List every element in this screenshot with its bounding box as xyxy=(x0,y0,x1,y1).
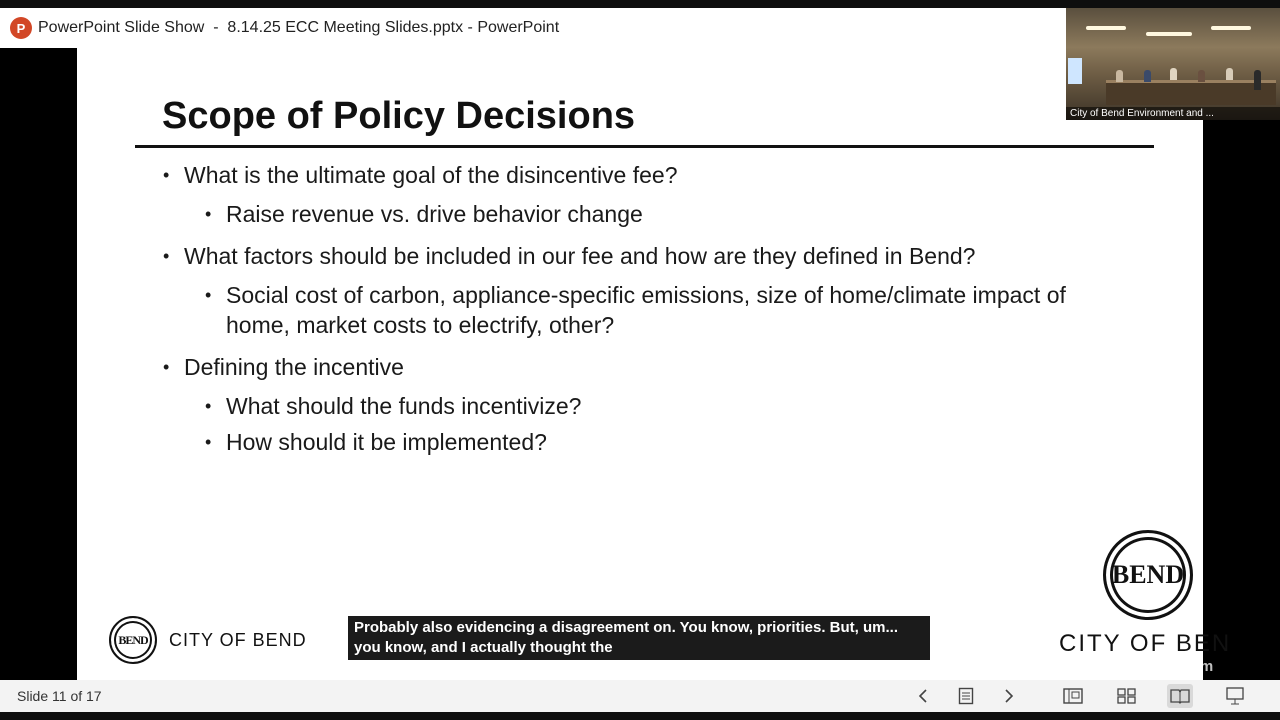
previous-icon[interactable] xyxy=(910,684,936,708)
bullet-group xyxy=(163,160,1163,229)
next-icon[interactable] xyxy=(996,684,1022,708)
reading-view-icon[interactable] xyxy=(1167,684,1193,708)
title-divider xyxy=(135,145,1154,148)
bullet-item: • What is the ultimate goal of the disincentive fee? xyxy=(163,160,1163,190)
normal-view-icon[interactable] xyxy=(1060,684,1086,708)
video-thumbnail[interactable] xyxy=(1066,8,1280,120)
person xyxy=(1170,68,1177,80)
caption-line: Probably also evidencing a disagreement on. You know, priorities. But, um... xyxy=(354,619,898,636)
room-screen xyxy=(1068,58,1082,84)
bullet-group xyxy=(163,241,1163,340)
bullet-group xyxy=(163,352,1163,457)
ceiling-light xyxy=(1211,26,1251,30)
bullet-item: • Defining the incentive xyxy=(163,352,1163,382)
status-bar xyxy=(0,680,1280,712)
window-title: PowerPoint Slide Show - 8.14.25 ECC Meeting Slides.pptx - PowerPoint xyxy=(38,19,560,36)
city-of-bend-logo-large xyxy=(1059,530,1232,658)
slide-title: Scope of Policy Decisions xyxy=(162,95,636,137)
ceiling-light xyxy=(1086,26,1126,30)
video-label: City of Bend Environment and ... xyxy=(1066,107,1280,120)
person xyxy=(1254,70,1261,90)
ceiling-light xyxy=(1146,32,1192,36)
sub-bullet-item: • What should the funds incentivize? xyxy=(163,391,1163,421)
person xyxy=(1144,70,1151,82)
person xyxy=(1226,68,1233,80)
bend-seal-icon: BEND xyxy=(109,616,157,664)
powerpoint-icon: P xyxy=(10,17,32,39)
council-dais xyxy=(1106,80,1276,105)
sub-bullet-item: • Social cost of carbon, appliance-specific emissions, size of home/climate impact of home, market costs to electrify, other? xyxy=(163,280,1086,340)
slide-counter: Slide 11 of 17 xyxy=(17,688,102,704)
logo-text: CITY OF BEND xyxy=(169,629,307,650)
slide[interactable] xyxy=(77,48,1232,680)
bend-seal-icon: BEND xyxy=(1103,530,1193,620)
city-of-bend-logo-small xyxy=(109,616,307,664)
sub-bullet-item: • Raise revenue vs. drive behavior change xyxy=(163,199,1163,229)
slide-menu-icon[interactable] xyxy=(953,684,979,708)
slide-sorter-icon[interactable] xyxy=(1114,684,1140,708)
bottom-border xyxy=(0,712,1280,720)
person xyxy=(1198,70,1205,82)
logo-text: CITY OF BEN xyxy=(1059,630,1232,657)
bullet-item: • What factors should be included in our fee and how are they defined in Bend? xyxy=(163,241,1163,271)
caption-line: you know, and I actually thought the xyxy=(354,639,613,656)
bullet-list xyxy=(163,160,1163,469)
person xyxy=(1116,70,1123,82)
zoom-watermark: Powered by Zoom xyxy=(1084,658,1214,675)
live-caption xyxy=(348,616,930,660)
window-titlebar xyxy=(0,8,1066,48)
sub-bullet-item: • How should it be implemented? xyxy=(163,427,1163,457)
slide-show-icon[interactable] xyxy=(1222,684,1248,708)
